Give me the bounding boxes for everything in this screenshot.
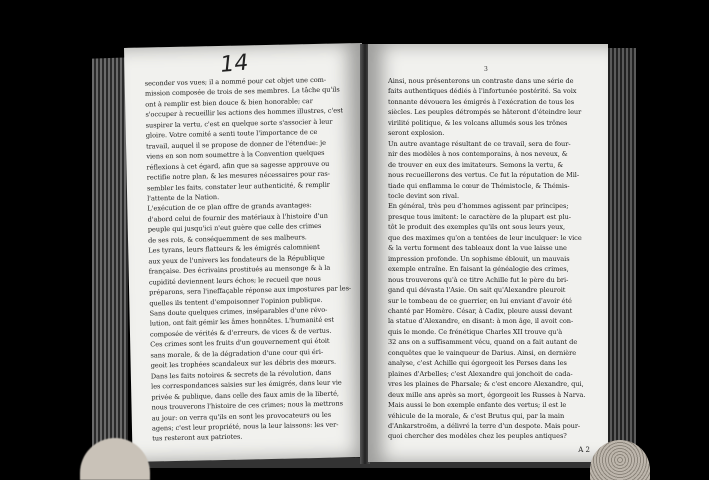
text-line: analyse, c'est Achille qui égorgeoit les Perses dans les <box>388 359 567 368</box>
left-page <box>124 43 371 462</box>
text-line: suspirer la vertu, c'est en quelque sorte s'associer à leur <box>145 117 333 130</box>
text-line: tonnante dévouera les émigrés à l'exécration de tous les <box>388 97 575 106</box>
text-line: 32 ans on a suffisamment vécu, quand on a fait autant de <box>388 338 578 347</box>
text-line: véhicule de la morale, & c'est Brutus qui, par la main <box>388 411 565 420</box>
text-line: deux mille ans après sa mort, égorgeoit les Russes à Narva. <box>388 390 586 399</box>
text-line: gand qui dévasta l'Asie. On sait qu'Alexandre pleuroit <box>388 286 566 295</box>
left-page-edges <box>92 57 128 470</box>
text-line: peuple qui jusqu'ici n'eut guère que celle des crimes <box>147 222 322 234</box>
text-line: viens en son nom soumettre à la Convention quelques <box>146 148 325 161</box>
text-line: presque tous imitent: le caractère de la plupart est plu- <box>388 212 571 221</box>
text-line: chanté par Homère. César, à Cadix, pleure aussi devant <box>388 306 573 315</box>
text-line: composée de vérités & d'erreurs, de vices & de vertus. <box>149 326 332 339</box>
text-line: tus resteront aux patriotes. <box>152 433 243 443</box>
text-line: l'attente de la Nation. <box>147 193 220 203</box>
text-line: ont à remplir est bien douce & bien honorable; car <box>145 96 313 109</box>
text-line: préparons, sera l'ineffaçable réponse aux impostures par les- <box>149 284 352 297</box>
text-line: nir des modèles à nos contemporains, à nos neveux, & <box>388 150 568 159</box>
text-line: Un autre avantage résultant de ce travail, sera de four- <box>388 139 571 148</box>
text-line: tocle devint son rival. <box>388 191 460 200</box>
text-line: lution, ont fait gémir les âmes honnêtes. L'humanité est <box>149 316 335 328</box>
text-line: quoi chercher des modèles chez les peuples antiques? <box>388 432 567 441</box>
text-line: impression profonde. Un sophisme éblouit, un mauvais <box>388 254 570 263</box>
text-line: virilité politique, & les volcans allumés sous les trônes <box>388 118 568 127</box>
text-line: Dans les faits notoires & secrets de la révolution, dans <box>150 368 332 381</box>
text-line: privée & publique, dans celle des faux amis de la liberté, <box>151 389 340 402</box>
text-line: rectifie notre plan, & les mesures nécessaires pour ras- <box>146 169 330 182</box>
text-line: de trouver en eux des imitateurs. Semons la vertu, & <box>388 160 564 169</box>
page-number: 3 <box>484 66 488 73</box>
text-line: aux yeux de l'univers les fondateurs de la République <box>148 253 325 266</box>
text-line: Ces crimes sont les fruits d'un gouvernement qui étoit <box>150 337 330 349</box>
text-line: cupidité deviennent leurs échos; le recueil que nous <box>148 274 321 287</box>
text-line: nous trouverons l'histoire de ces crimes; nous la mettrons <box>151 399 344 412</box>
text-line: faits authentiques dédiés à l'infortunée postérité. Sa voix <box>388 87 577 96</box>
text-line: sembler les faits, constater leur authenticité, & remplir <box>146 180 330 193</box>
text-line: Mais aussi le bon exemple enfante des vertus; il est le <box>388 401 567 410</box>
text-line: s'occuper à recueillir les actions des hommes illustres, c'est <box>145 106 344 119</box>
text-line: siècles. Les peuples détrompés se hâteront d'éteindre leur <box>388 108 582 117</box>
handwritten-annotation: 14 <box>219 50 250 78</box>
text-line: d'abord celui de fournir des matériaux à l'histoire d'un <box>147 211 328 224</box>
text-line: que des maximes qu'on a tentées de leur inculquer: le vice <box>388 233 582 242</box>
text-line: seront explosion. <box>388 129 445 138</box>
text-line: au jour: on verra qu'ils en sont les provocateurs ou les <box>151 410 332 422</box>
text-line: d'Ankarstroëm, a délivré la terre d'un despote. Mais pour- <box>388 421 581 430</box>
text-line: sans morale, & de la dégradation d'une cour qui éri- <box>150 347 324 360</box>
signature-mark: A 2 <box>578 446 590 454</box>
left-page-text <box>145 74 357 444</box>
text-line: travail, auquel il se propose de donner de l'étendue: je <box>145 138 327 151</box>
text-line: exemple entraîne. En faisant la généalogie des crimes, <box>388 265 569 274</box>
text-line: vres les plaines de Pharsale; & c'est encore Alexandre, qui, <box>388 380 584 389</box>
text-line: En général, très peu d'hommes agissent par principes; <box>388 202 569 211</box>
text-line: de ses rois, & conséquemment de ses malheurs. <box>147 233 307 245</box>
right-page <box>368 44 608 462</box>
text-line: L'exécution de ce plan offre de grands avantages: <box>147 201 312 213</box>
text-line: conquêtes que le vainqueur de Darius. Ainsi, en dernière <box>388 348 577 357</box>
text-line: quis le monde. Ce frénétique Charles XII trouve qu'à <box>388 327 563 336</box>
text-line: gloire. Votre comité a senti toute l'importance de ce <box>145 128 318 140</box>
text-line: & la vertu forment des tableaux dont la vue laisse une <box>388 244 567 253</box>
text-line: la statue d'Alexandre, en disant: à mon âge, il avoit con- <box>388 317 574 326</box>
text-line: quelles ils tentent d'empoisonner l'opinion publique. <box>149 295 323 308</box>
text-line: plaines d'Arbelles; c'est Alexandre qui jonchoit de cada- <box>388 369 573 378</box>
text-line: réflexions à cet égard, afin que sa sagesse approuve ou <box>146 159 330 172</box>
text-line: tôt le produit des exemples qu'ils ont sous leurs yeux, <box>388 223 566 232</box>
text-line: mission composée de trois de ses membres. La tâche qu'ils <box>144 85 340 99</box>
text-line: Sans doute quelques crimes, inséparables d'une révo- <box>149 305 328 318</box>
right-page-edges <box>606 48 636 458</box>
text-line: Les tyrans, leurs flatteurs & les émigrés calomnient <box>148 243 320 255</box>
text-line: nous trouverons qu'à ce titre Achille fut le père du bri- <box>388 275 569 284</box>
right-page-text <box>388 76 596 442</box>
text-line: sur le tombeau de ce guerrier, en lui enviant d'avoir été <box>388 296 572 305</box>
text-line: les correspondances saisies sur les émigrés, dans leur vie <box>151 378 342 391</box>
text-line: nous recueillerons des vertus. Ce fut la réputation de Mil- <box>388 171 580 180</box>
text-line: Ainsi, nous présenterons un contraste dans une série de <box>388 77 574 85</box>
text-line: seconder vos vues; il a nommé pour cet objet une com- <box>144 75 327 88</box>
text-line: française. Des écrivains prostitués au mensonge & à la <box>148 263 331 276</box>
text-line: geoit les trophées scandaleux sur les débris des mœurs. <box>150 357 337 370</box>
text-line: agens; c'est leur propriété, nous la leur laissons: les ver- <box>151 420 339 433</box>
text-line: tiade qui enflamma le cœur de Thémistocle, & Thémis- <box>388 181 570 190</box>
